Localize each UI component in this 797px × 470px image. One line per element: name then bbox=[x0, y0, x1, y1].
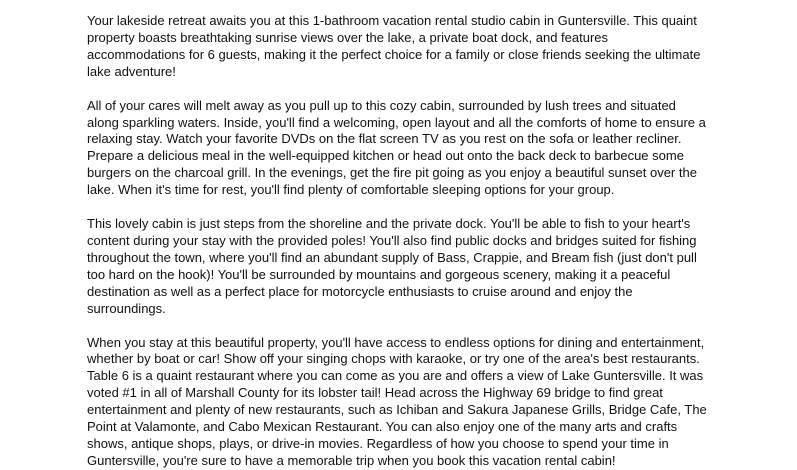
listing-description bbox=[87, 13, 707, 470]
description-paragraph-dining: When you stay at this beautiful property, you'll have access to endless options for dining and entertainment, whether by boat or car! Show off your singing chops with karaoke, or try one of the area's best restaurants. Table 6 is a quaint restaurant where you can come as you are and offers a view of Lake Guntersville. It was voted #1 in all of Marshall County for its lobster tail! Head across the Highway 69 bridge to find great entertainment and plenty of new restaurants, such as Ichiban and Sakura Japanese Grills, Bridge Cafe, The Point at Valamonte, and Cabo Mexican Restaurant. You can also enjoy one of the many arts and crafts shows, antique shops, plays, or drive-in movies. Regardless of how you choose to spend your time in Guntersville, you're sure to have a memorable trip when you book this vacation rental cabin! bbox=[87, 334, 707, 468]
description-paragraph-intro: Your lakeside retreat awaits you at this 1-bathroom vacation rental studio cabin in Guntersville. This quaint property boasts breathtaking sunrise views over the lake, a private boat dock, and features accommodations for 6 guests, making it the perfect choice for a family or close friends seeking the ultimate lake adventure! bbox=[87, 13, 701, 79]
description-paragraph-cabin: All of your cares will melt away as you pull up to this cozy cabin, surrounded by lush trees and situated along sparkling waters. Inside, you'll find a welcoming, open layout and all the comforts of home to ensure a relaxing stay. Watch your favorite DVDs on the flat screen TV as you rest on the sofa or leather recliner. Prepare a delicious meal in the well-equipped kitchen or head out onto the back deck to barbecue some burgers on the charcoal grill. In the evenings, get the fire pit going as you enjoy a beautiful sunset over the lake. When it's time for rest, you'll find plenty of comfortable sleeping options for your group. bbox=[87, 97, 706, 198]
description-paragraph-fishing: This lovely cabin is just steps from the shoreline and the private dock. You'll be able to fish to your heart's content during your stay with the provided poles! You'll also find public docks and bridges suited for fishing throughout the town, where you'll find an abundant supply of Bass, Crappie, and Bream fish (just don't pull too hard on the hook)! You'll be surrounded by mountains and gorgeous scenery, making it a peaceful destination as well as a perfect place for motorcycle enthusiasts to cruise around and enjoy the surroundings. bbox=[87, 216, 697, 316]
